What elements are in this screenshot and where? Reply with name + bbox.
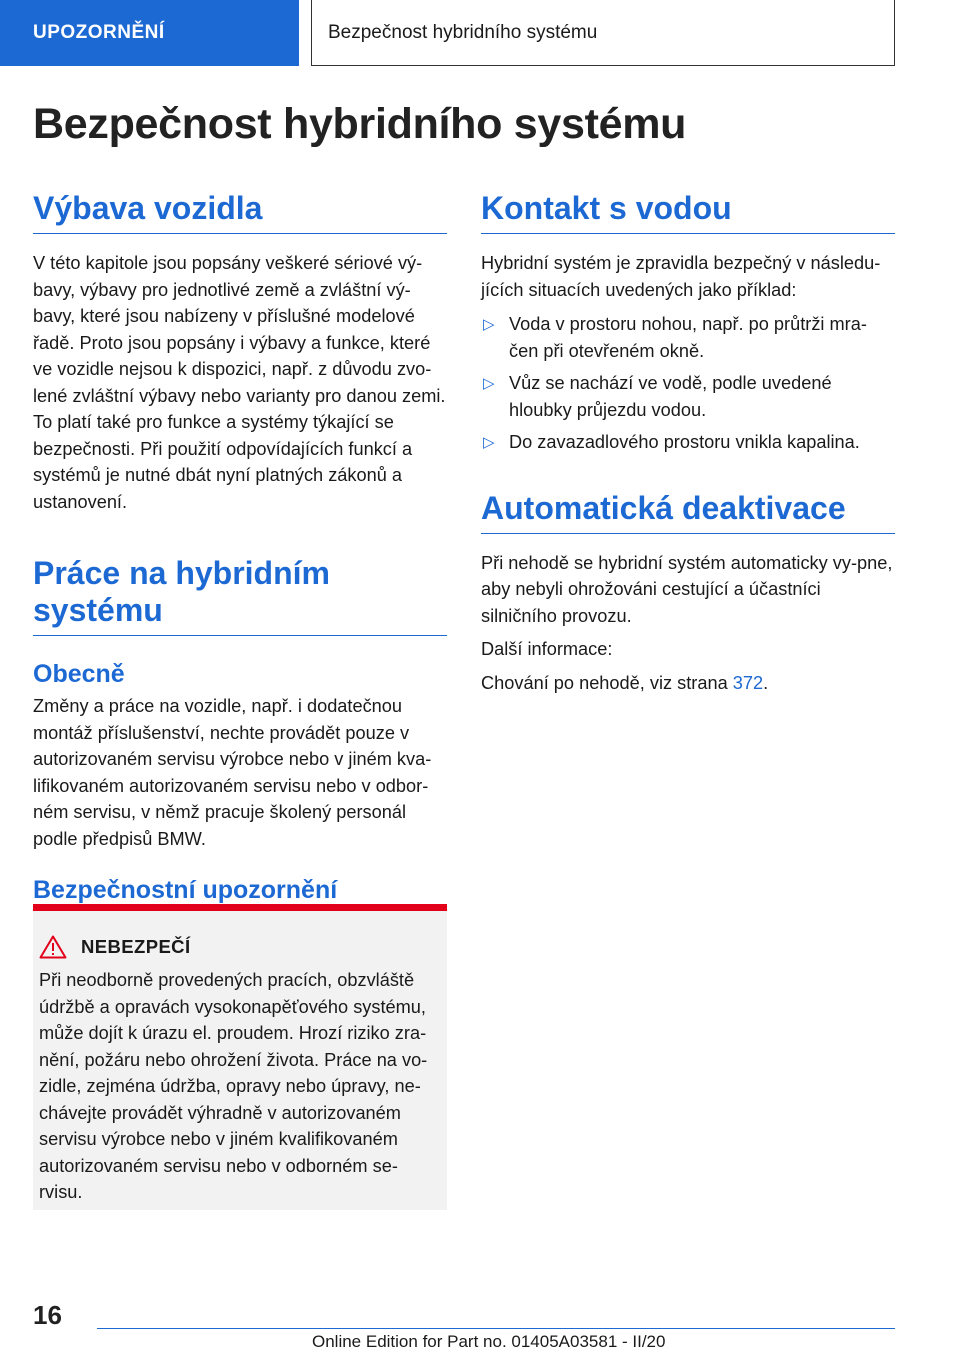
right-column (481, 190, 895, 696)
warning-triangle-icon (39, 935, 67, 959)
page-number: 16 (33, 1300, 62, 1330)
cross-reference (481, 670, 895, 697)
section-heading-work: Práce na hybridním systému (33, 555, 447, 636)
breadcrumb: Bezpečnost hybridního systému (311, 0, 895, 66)
section-heading-water: Kontakt s vodou (481, 190, 895, 234)
more-info-label: Další informace: (481, 639, 613, 659)
page-reference-link[interactable]: 372 (732, 672, 764, 693)
bullet-triangle-icon: ▷ (483, 434, 495, 451)
deactivation-paragraph: Při nehodě se hybridní systém automaticky vy-pne, aby nebyli ohrožováni cestující a účastníci silničního provozu. (481, 552, 893, 626)
list-item-text: Voda v prostoru nohou, např. po průtrži mra-čen při otevřeném okně. (509, 314, 867, 361)
subheading-general: Obecně (33, 660, 125, 688)
subheading-safety: Bezpečnostní upozornění (33, 876, 338, 904)
warning-text: Při neodborně provedených pracích, obzvláště údržbě a opravách vysokonapěťového systému, může dojít k úrazu el. proudem. Hrozí riziko zra-nění, požáru nebo ohrožení života. Práce na vo-zidle, zejména údržba, opravy nebo úpravy, ne-chávejte provádět výhradně v autorizovaném servisu výrobce nebo v jiném kvalifikovaném autorizovaném servisu nebo v odborném se-rvisu. (39, 970, 428, 1202)
equipment-paragraph: V této kapitole jsou popsány veškeré sériové vý-bavy, výbavy pro jednotlivé země a zvláštní vý-bavy, které jsou nabízeny v příslušné modelové řadě. Proto jsou popsány i výbavy a funkce, které ve vozidle nejsou k dispozici, např. z důvodu zvo-lené zvláštní výbavy nebo varianty pro danou zemi. To platí také pro funkce a systémy týkající se bezpečnosti. Při použití odpovídajících funkcí a systémů je nutné dbát nyní platných zákonů a ustanovení. (33, 253, 446, 512)
list-item (481, 311, 895, 364)
list-item-text: Do zavazadlového prostoru vnikla kapalina. (509, 432, 860, 452)
warning-title: NEBEZPEČÍ (81, 936, 191, 957)
water-situations-list (481, 311, 895, 456)
footer-edition: Online Edition for Part no. 01405A03581 - II/20 (312, 1332, 666, 1351)
footer-divider (97, 1328, 895, 1329)
bullet-triangle-icon: ▷ (483, 316, 495, 333)
section-heading-deactivation: Automatická deaktivace (481, 490, 895, 534)
cross-reference-text: Chování po nehodě, viz strana (481, 672, 733, 693)
danger-warning-box (33, 904, 447, 1210)
left-column (33, 190, 447, 905)
section-tab[interactable]: UPOZORNĚNÍ (0, 0, 299, 66)
general-paragraph: Změny a práce na vozidle, např. i dodatečnou montáž příslušenství, nechte provádět pouze v autorizovaném servisu výrobce nebo v jiném kva-lifikovaném autorizovaném servisu nebo v odbor-ném servisu, v němž pracuje školený personál podle předpisů BMW. (33, 696, 432, 849)
page-title: Bezpečnost hybridního systému (33, 100, 687, 148)
bullet-triangle-icon: ▷ (483, 375, 495, 392)
cross-reference-end: . (763, 672, 769, 693)
list-item (481, 370, 895, 423)
warning-header (39, 935, 441, 959)
list-item (481, 429, 895, 456)
section-heading-equipment: Výbava vozidla (33, 190, 447, 234)
list-item-text: Vůz se nachází ve vodě, podle uvedené hloubky průjezdu vodou. (509, 373, 832, 420)
water-intro: Hybridní systém je zpravidla bezpečný v následu-jících situacích uvedených jako příklad: (481, 253, 881, 300)
